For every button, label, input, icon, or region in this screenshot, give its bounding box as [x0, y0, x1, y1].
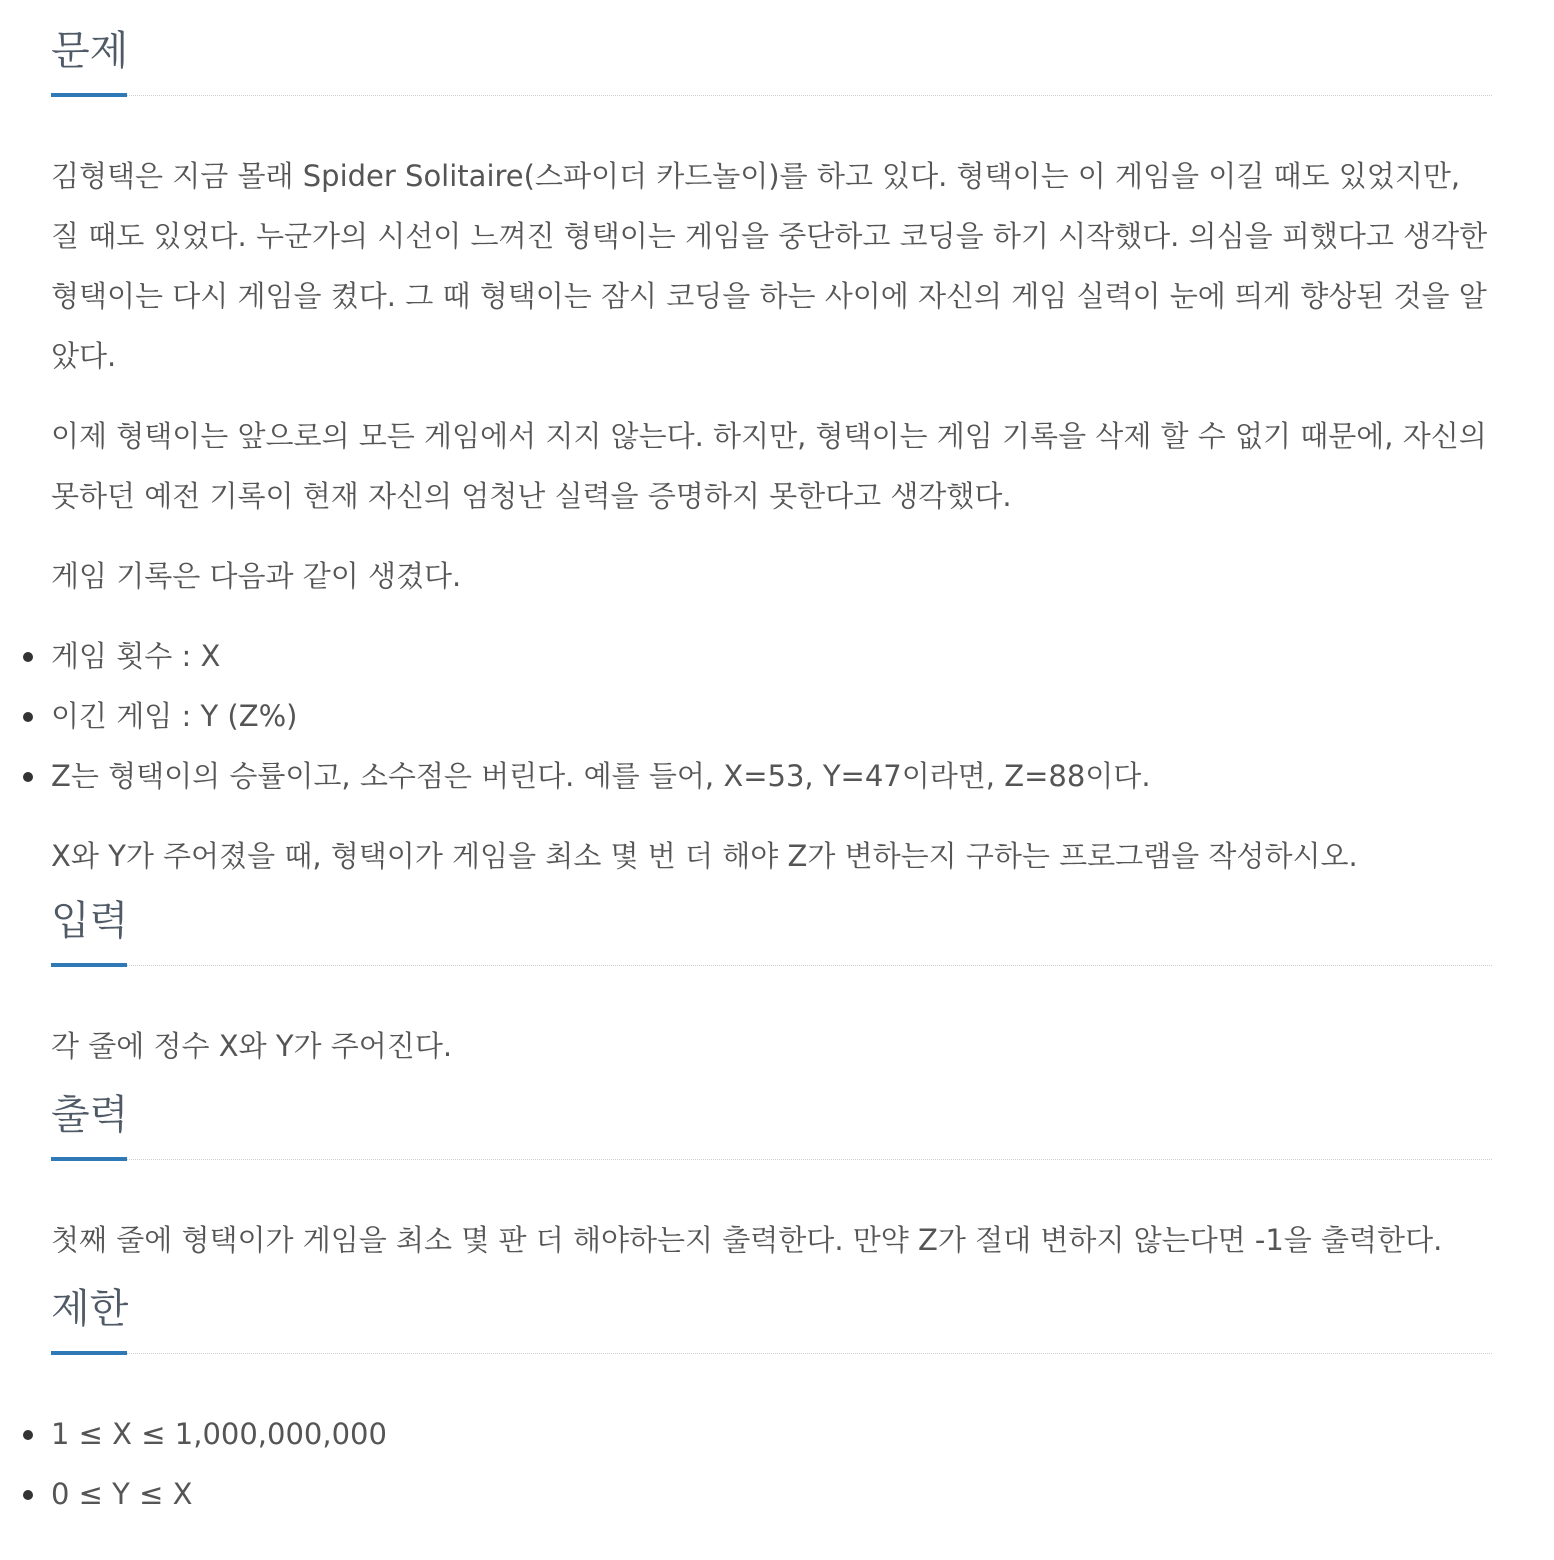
constraint-text: 1 ≤ X ≤ 1,000,000,000: [51, 1417, 387, 1451]
list-item-text: Z는 형택이의 승률이고, 소수점은 버린다. 예를 들어, X=53, Y=47이라면, Z=88이다.: [51, 759, 1151, 793]
output-description: [51, 1210, 1492, 1270]
list-item: [51, 1464, 1492, 1524]
list-item-text: 이긴 게임 : Y (Z%): [51, 699, 298, 733]
title-underline: [51, 963, 127, 967]
output-section: [51, 1084, 1492, 1270]
bullet-dot: [23, 1490, 33, 1500]
bullet-dot: [23, 772, 33, 782]
bullet-dot: [23, 1430, 33, 1440]
problem-paragraph: 이제 형택이는 앞으로의 모든 게임에서 지지 않는다. 하지만, 형택이는 게임 기록을 삭제 할 수 없기 때문에, 자신의 못하던 예전 기록이 현재 자신의 엄청난 실력을 증명하지 못한다고 생각했다.: [51, 419, 1487, 513]
record-format-list: [51, 626, 1492, 806]
problem-section: [51, 20, 1492, 886]
section-title-problem: 문제: [51, 28, 129, 74]
problem-description: [51, 146, 1492, 886]
constraint-text: 0 ≤ Y ≤ X: [51, 1477, 193, 1511]
limit-section: [51, 1278, 1492, 1524]
title-underline: [51, 93, 127, 97]
problem-paragraph: 게임 기록은 다음과 같이 생겼다.: [51, 559, 462, 593]
constraint-list: [51, 1404, 1492, 1524]
bullet-dot: [23, 712, 33, 722]
section-title-input: 입력: [51, 898, 129, 944]
section-title-limit: 제한: [51, 1286, 129, 1332]
list-item: [51, 686, 1492, 746]
section-header: [51, 1278, 1492, 1354]
problem-paragraph: X와 Y가 주어졌을 때, 형택이가 게임을 최소 몇 번 더 해야 Z가 변하는지 구하는 프로그램을 작성하시오.: [51, 839, 1358, 873]
input-section: [51, 890, 1492, 1076]
list-item: [51, 626, 1492, 686]
problem-paragraph: 김형택은 지금 몰래 Spider Solitaire(스파이더 카드놀이)를 하고 있다. 형택이는 이 게임을 이길 때도 있었지만, 질 때도 있었다. 누군가의 시선이 느껴진 형택이는 게임을 중단하고 코딩을 하기 시작했다. 의심을 피했다고 생각한 형택이는 다시 게임을 켰다. 그 때 형택이는 잠시 코딩을 하는 사이에 자신의 게임 실력이 눈에 띄게 향상된 것을 알았다.: [51, 159, 1488, 373]
bullet-dot: [23, 652, 33, 662]
output-text: 첫째 줄에 형택이가 게임을 최소 몇 판 더 해야하는지 출력한다. 만약 Z가 절대 변하지 않는다면 -1을 출력한다.: [51, 1223, 1443, 1257]
list-item: [51, 746, 1492, 806]
title-underline: [51, 1351, 127, 1355]
input-text: 각 줄에 정수 X와 Y가 주어진다.: [51, 1029, 453, 1063]
section-title-output: 출력: [51, 1092, 129, 1138]
title-underline: [51, 1157, 127, 1161]
list-item: [51, 1404, 1492, 1464]
section-header: [51, 20, 1492, 96]
section-header: [51, 890, 1492, 966]
limit-description: [51, 1404, 1492, 1524]
list-item-text: 게임 횟수 : X: [51, 639, 221, 673]
section-header: [51, 1084, 1492, 1160]
input-description: [51, 1016, 1492, 1076]
